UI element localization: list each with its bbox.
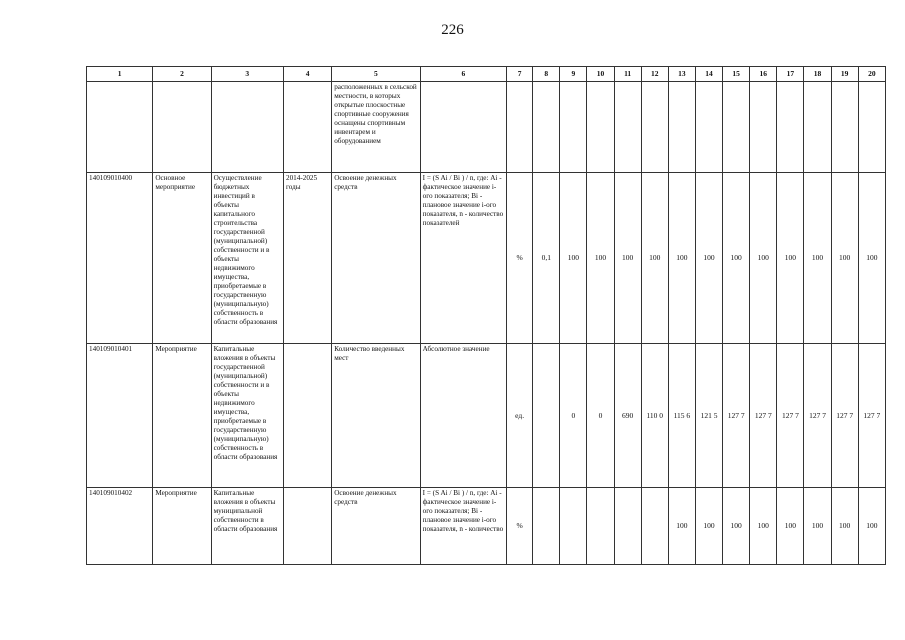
value-cell: 100 [858,173,885,344]
value-cell [695,82,722,173]
type-cell [153,82,211,173]
formula-cell [420,82,506,173]
value-cell: 100 [614,173,641,344]
value-cell [587,488,614,565]
value-cell: 100 [804,173,831,344]
column-header-3: 3 [211,67,283,82]
value-cell [533,488,560,565]
value-cell [560,488,587,565]
value-cell: 100 [723,173,750,344]
value-cell [560,82,587,173]
type-cell: Основное мероприятие [153,173,211,344]
column-header-10: 10 [587,67,614,82]
name-cell: Капитальные вложения в объекты государственной (муниципальной) собственности и в объекты недвижимого имущества, приобретаемые в государственную (муниципальную) собственность в области образования [211,344,283,488]
value-cell: 127 7 [777,344,804,488]
value-cell: 100 [641,173,668,344]
code-cell: 140109010400 [87,173,153,344]
value-cell [614,82,641,173]
unit-cell: ед. [507,344,533,488]
table-row [87,344,886,488]
value-cell: 100 [858,488,885,565]
value-cell: 690 [614,344,641,488]
column-header-13: 13 [668,67,695,82]
value-cell [533,344,560,488]
period-cell [283,82,331,173]
value-cell: 100 [804,488,831,565]
code-cell: 140109010402 [87,488,153,565]
value-cell [804,82,831,173]
column-header-5: 5 [332,67,420,82]
name-cell: Осуществление бюджетных инвестиций в объекты капитального строительства государственной (муниципальной) собственности и в объекты недвижимого имущества, приобретаемые в государственную (муниципальную) собственность в области образования [211,173,283,344]
value-cell: 127 7 [804,344,831,488]
formula-cell: I = (S Ai / Bi ) / n, где: Ai - фактическое значение i-ого показателя; Bi - плановое значение i-ого показателя, n - количество показателей [420,173,506,344]
column-header-16: 16 [750,67,777,82]
value-cell: 100 [560,173,587,344]
program-table [86,66,886,565]
value-cell [641,488,668,565]
column-header-15: 15 [723,67,750,82]
unit-cell: % [507,488,533,565]
formula-cell: I = (S Ai / Bi ) / n, где: Ai - фактическое значение i-ого показателя; Bi - плановое значение i-ого показателя, n - количество [420,488,506,565]
column-header-17: 17 [777,67,804,82]
indicator-cell: Количество введенных мест [332,344,420,488]
value-cell: 121 5 [695,344,722,488]
header-row [87,67,886,82]
value-cell: 0 [560,344,587,488]
value-cell [777,82,804,173]
indicator-cell: Освоение денежных средств [332,173,420,344]
value-cell: 115 6 [668,344,695,488]
column-header-18: 18 [804,67,831,82]
value-cell: 100 [668,173,695,344]
value-cell [858,82,885,173]
value-cell: 100 [723,488,750,565]
value-cell: 127 7 [750,344,777,488]
value-cell: 127 7 [858,344,885,488]
value-cell [533,82,560,173]
name-cell: Капитальные вложения в объекты муниципальной собственности в области образования [211,488,283,565]
value-cell: 100 [831,488,858,565]
page-number: 226 [441,22,464,38]
unit-cell: % [507,173,533,344]
code-cell [87,82,153,173]
value-cell: 0,1 [533,173,560,344]
value-cell [750,82,777,173]
column-header-2: 2 [153,67,211,82]
value-cell: 127 7 [831,344,858,488]
column-header-12: 12 [641,67,668,82]
value-cell [587,82,614,173]
unit-cell [507,82,533,173]
formula-cell: Абсолютное значение [420,344,506,488]
period-cell [283,488,331,565]
value-cell: 100 [750,173,777,344]
column-header-11: 11 [614,67,641,82]
column-header-14: 14 [695,67,722,82]
value-cell: 127 7 [723,344,750,488]
period-cell: 2014-2025 годы [283,173,331,344]
value-cell: 100 [750,488,777,565]
value-cell: 100 [695,173,722,344]
table-row [87,173,886,344]
column-header-19: 19 [831,67,858,82]
value-cell: 100 [831,173,858,344]
column-header-7: 7 [507,67,533,82]
indicator-cell: Освоение денежных средств [332,488,420,565]
period-cell [283,344,331,488]
value-cell: 100 [668,488,695,565]
value-cell: 100 [587,173,614,344]
name-cell [211,82,283,173]
type-cell: Мероприятие [153,344,211,488]
type-cell: Мероприятие [153,488,211,565]
value-cell: 100 [695,488,722,565]
indicator-cell: расположенных в сельской местности, в которых открытые плоскостные спортивные сооружения оснащены спортивным инвентарем и оборудованием [332,82,420,173]
value-cell [641,82,668,173]
value-cell [668,82,695,173]
table-row [87,488,886,565]
column-header-4: 4 [283,67,331,82]
column-header-6: 6 [420,67,506,82]
value-cell [723,82,750,173]
value-cell: 110 0 [641,344,668,488]
column-header-20: 20 [858,67,885,82]
table-row [87,82,886,173]
code-cell: 140109010401 [87,344,153,488]
value-cell: 0 [587,344,614,488]
value-cell: 100 [777,173,804,344]
value-cell [614,488,641,565]
value-cell [831,82,858,173]
value-cell: 100 [777,488,804,565]
column-header-9: 9 [560,67,587,82]
column-header-1: 1 [87,67,153,82]
column-header-8: 8 [533,67,560,82]
